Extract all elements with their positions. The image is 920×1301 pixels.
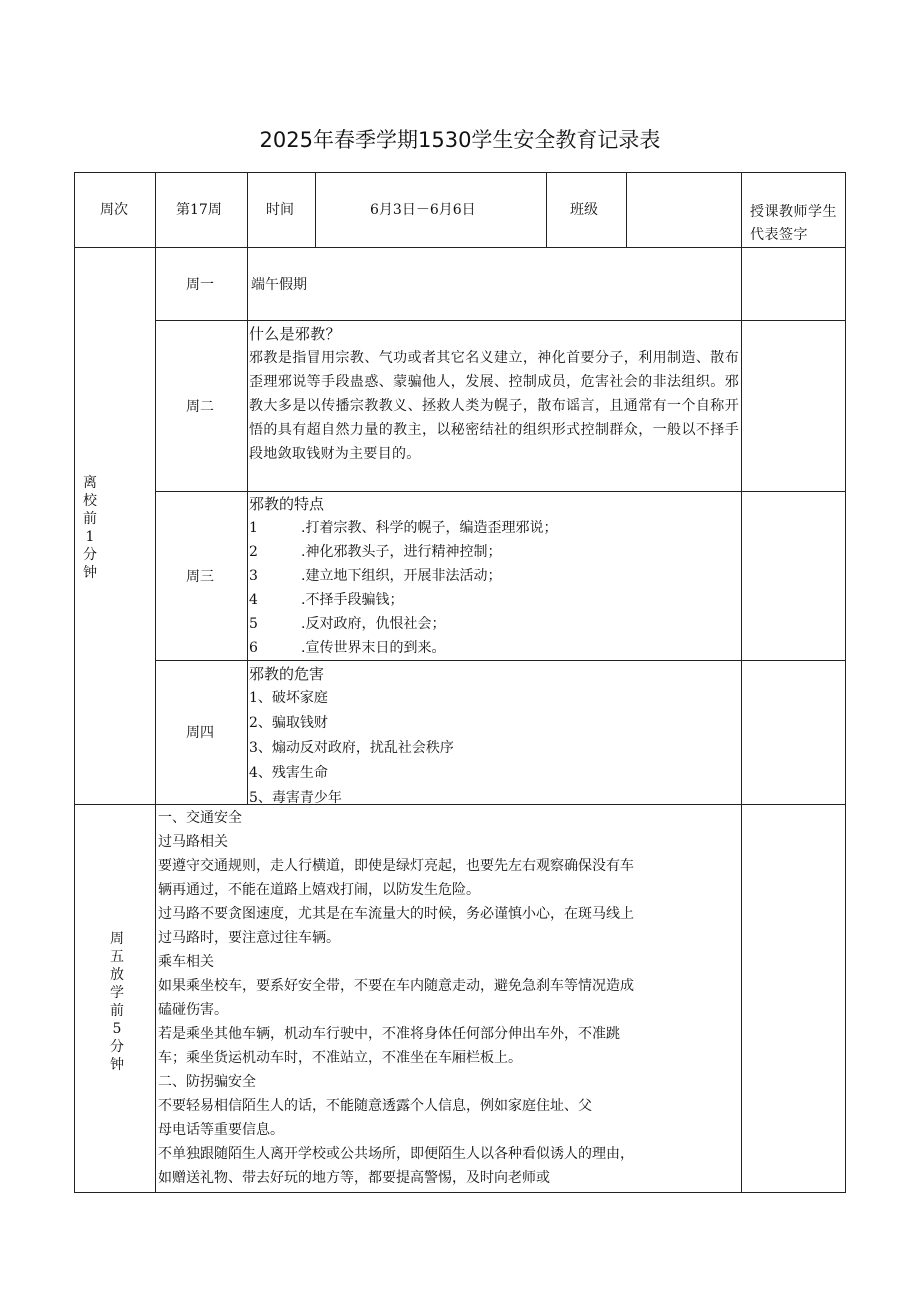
list-item: 4、残害生命 bbox=[249, 765, 328, 781]
friday-line: 不单独跟随陌生人离开学校或公共场所，即便陌生人以各种看似诱人的理由， bbox=[158, 1146, 634, 1162]
day-label-mon: 周一 bbox=[186, 277, 214, 293]
section-before-leave: 离校前1分钟 bbox=[83, 475, 97, 581]
friday-line: 不要轻易相信陌生人的话，不能随意透露个人信息，例如家庭住址、父 bbox=[158, 1098, 592, 1114]
week-label: 周次 bbox=[100, 202, 128, 218]
list-item: 6 .宣传世界末日的到来。 bbox=[249, 640, 446, 656]
class-label: 班级 bbox=[570, 202, 598, 218]
wed-cell bbox=[249, 492, 739, 659]
list-item: 2 .神化邪教头子，进行精神控制； bbox=[249, 544, 502, 560]
day-label-thu: 周四 bbox=[186, 725, 214, 741]
friday-line: 一、交通安全 bbox=[158, 810, 242, 826]
friday-line: 车；乘坐货运机动车时，不准站立，不准坐在车厢栏板上。 bbox=[158, 1050, 522, 1066]
section-friday: 周五放学前5分钟 bbox=[110, 931, 124, 1073]
time-value: 6月3日－6月6日 bbox=[370, 202, 476, 218]
list-item: 3 .建立地下组织，开展非法活动； bbox=[249, 568, 502, 584]
friday-line: 磕碰伤害。 bbox=[158, 1002, 228, 1018]
tue-text: 邪教是指冒用宗教、气功或者其它名义建立，神化首要分子，利用制造、散布歪理邪说等手段蛊惑、蒙骗他人，发展、控制成员，危害社会的非法组织。邪教大多是以传播宗教教义、拯救人类为幌子，散布谣言，且通常有一个自称开悟的具有超自然力量的教主，以秘密结社的组织形式控制群众，一般以不择手段地敛取钱财为主要目的。 bbox=[249, 350, 739, 462]
list-item: 1、破坏家庭 bbox=[249, 690, 328, 706]
thu-heading: 邪教的危害 bbox=[249, 665, 325, 683]
day-label-tue: 周二 bbox=[186, 399, 214, 415]
friday-line: 辆再通过，不能在道路上嬉戏打闹，以防发生危险。 bbox=[158, 882, 480, 898]
friday-cell bbox=[158, 806, 740, 1191]
time-label: 时间 bbox=[266, 202, 294, 218]
friday-line: 过马路不要贪图速度，尤其是在车流量大的时候，务必谨慎小心，在斑马线上 bbox=[158, 906, 634, 922]
list-item: 5 .反对政府，仇恨社会； bbox=[249, 616, 446, 632]
thu-cell bbox=[249, 662, 739, 804]
day-label-wed: 周三 bbox=[186, 569, 214, 585]
signature-label: 授课教师学生代表签字 bbox=[750, 204, 837, 243]
page-title: 2025年春季学期1530学生安全教育记录表 bbox=[259, 128, 661, 152]
list-item: 1 .打着宗教、科学的幌子，编造歪理邪说； bbox=[249, 520, 558, 536]
friday-line: 过马路相关 bbox=[158, 834, 228, 850]
friday-line: 如果乘坐校车，要系好安全带，不要在车内随意走动，避免急刹车等情况造成 bbox=[158, 978, 634, 994]
friday-line: 要遵守交通规则，走人行横道，即使是绿灯亮起，也要先左右观察确保没有车 bbox=[158, 858, 634, 874]
tue-cell bbox=[249, 322, 739, 490]
week-value: 第17周 bbox=[176, 202, 222, 218]
friday-line: 如赠送礼物、带去好玩的地方等，都要提高警惕，及时向老师或 bbox=[158, 1170, 550, 1186]
friday-line: 若是乘坐其他车辆，机动车行驶中，不准将身体任何部分伸出车外，不准跳 bbox=[158, 1026, 620, 1042]
friday-line: 乘车相关 bbox=[158, 954, 214, 970]
list-item: 5、毒害青少年 bbox=[249, 790, 342, 804]
list-item: 2、骗取钱财 bbox=[249, 715, 328, 731]
wed-heading: 邪教的特点 bbox=[249, 495, 325, 513]
list-item: 3、煽动反对政府，扰乱社会秩序 bbox=[249, 740, 454, 756]
list-item: 4 .不择手段骗钱； bbox=[249, 592, 404, 608]
tue-heading: 什么是邪教？ bbox=[249, 325, 341, 343]
friday-line: 二、防拐骗安全 bbox=[158, 1074, 256, 1090]
friday-line: 过马路时，要注意过往车辆。 bbox=[158, 930, 340, 946]
friday-line: 母电话等重要信息。 bbox=[158, 1122, 284, 1138]
mon-content: 端午假期 bbox=[251, 277, 307, 293]
